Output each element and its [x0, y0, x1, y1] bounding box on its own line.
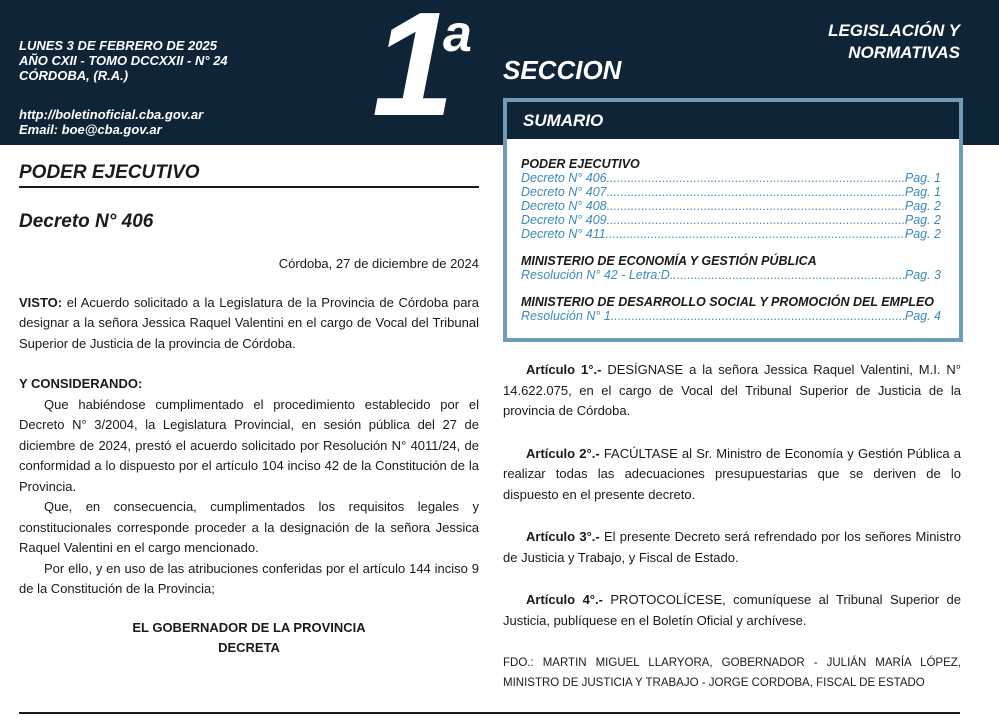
email-link[interactable]: Email: boe@cba.gov.ar	[19, 122, 162, 137]
article	[503, 590, 961, 631]
sumario-item[interactable]	[521, 309, 941, 323]
sumario-item[interactable]	[521, 213, 941, 227]
article-text: PROTOCOLÍCESE, comuníquese al Tribunal Superior de Justicia, publíquese en el Boletín Oficial y archívese.	[503, 592, 962, 628]
sumario-box	[503, 98, 963, 342]
article-label: Artículo 1°.-	[526, 362, 602, 377]
header-info	[19, 38, 228, 137]
sumario-item-page: Pag. 3	[904, 268, 941, 282]
article-text: El presente Decreto será refrendado por los señores Ministro de Justicia y Trabajo, y Fiscal de Estado.	[503, 529, 961, 565]
sumario-section-heading: PODER EJECUTIVO	[521, 157, 640, 171]
article	[503, 444, 961, 506]
category-line-1: LEGISLACIÓN Y	[828, 21, 960, 40]
sumario-item-label: Decreto N° 406	[521, 171, 607, 185]
considerando-paragraph: Que habiéndose cumplimentado el procedimiento establecido por el Decreto N° 3/2004, la Legislatura Provincial, en sesión pública del 27 de diciembre de 2024, prestó el acuerdo solicitado por Resolución N° 4011/24, de conformidad a lo dispuesto por el artículo 104 inciso 42 de la Constitución de la Provincia.	[19, 396, 479, 494]
article	[503, 527, 961, 568]
bottom-divider	[19, 712, 960, 714]
sumario-item[interactable]	[521, 171, 941, 185]
sumario-item[interactable]	[521, 185, 941, 199]
sumario-section-heading: MINISTERIO DE DESARROLLO SOCIAL Y PROMOCIÓN DEL EMPLEO	[521, 295, 935, 309]
sumario-item[interactable]	[521, 268, 941, 282]
sumario-item[interactable]	[521, 227, 941, 241]
signatures: FDO.: MARTIN MIGUEL LLARYORA, GOBERNADOR - JULIÁN MARÍA LÓPEZ, MINISTRO DE JUSTICIA Y TRABAJO - JORGE CORDOBA, FISCAL DE ESTADO	[503, 657, 961, 689]
sumario-item-label: Resolución N° 1	[521, 309, 611, 323]
sumario-item-label: Decreto N° 409	[521, 213, 607, 227]
issue-date: LUNES 3 DE FEBRERO DE 2025	[19, 38, 217, 53]
section-label: SECCION	[503, 55, 622, 85]
sumario-item-label: Decreto N° 408	[521, 199, 607, 213]
section-ordinal: a	[443, 5, 472, 63]
article-label: Artículo 4°.-	[526, 592, 603, 607]
article-label: Artículo 2°.-	[526, 445, 600, 461]
website-link[interactable]: http://boletinoficial.cba.gov.ar	[19, 107, 204, 122]
left-column	[19, 160, 479, 659]
sumario-item-page: Pag. 1	[904, 185, 941, 199]
sumario-item[interactable]	[521, 199, 941, 213]
sumario-item-page: Pag. 2	[904, 213, 941, 227]
decree-title: Decreto N° 406	[19, 211, 154, 232]
visto-text: el Acuerdo solicitado a la Legislatura de la Provincia de Córdoba para designar a la señora Jessica Raquel Valentini en el cargo de Vocal del Tribunal Superior de Justicia de la provincia de Córdoba.	[19, 294, 479, 351]
category-line-2: NORMATIVAS	[848, 43, 960, 62]
right-column	[503, 360, 961, 693]
sumario-title: SUMARIO	[507, 102, 959, 139]
sumario-list	[521, 157, 941, 323]
governor-line	[19, 618, 479, 659]
article	[503, 360, 961, 422]
issue-place: CÓRDOBA, (R.A.)	[19, 68, 129, 83]
sumario-item-page: Pag. 2	[904, 199, 941, 213]
sumario-item-page: Pag. 2	[904, 227, 941, 241]
governor-heading: EL GOBERNADOR DE LA PROVINCIA	[132, 619, 366, 635]
article-text: FACÚLTASE al Sr. Ministro de Economía y Gestión Pública a realizar todas las adecuaciones presupuestarias que se deriven de lo dispuesto en el presente decreto.	[503, 445, 961, 502]
considerando-heading: Y CONSIDERANDO:	[19, 376, 143, 391]
article-text: DESÍGNASE a la señora Jessica Raquel Valentini, M.I. N° 14.622.075, en el cargo de Vocal del Tribunal Superior de Justicia de la provincia de Córdoba.	[503, 362, 961, 418]
issue-edition: AÑO CXII - TOMO DCCXXII - N° 24	[19, 53, 228, 68]
sumario-item-page: Pag. 1	[904, 171, 941, 185]
decree-date: Córdoba, 27 de diciembre de 2024	[278, 256, 479, 271]
section-number: 1	[372, 0, 451, 147]
sumario-section-heading: MINISTERIO DE ECONOMÍA Y GESTIÓN PÚBLICA	[521, 254, 817, 268]
section-title: PODER EJECUTIVO	[19, 160, 479, 188]
visto-label: VISTO:	[19, 294, 63, 310]
decreta-heading: DECRETA	[218, 640, 280, 655]
sumario-item-label: Decreto N° 411	[521, 227, 606, 241]
sumario-item-label: Resolución N° 42 - Letra:D	[521, 268, 670, 282]
sumario-item-page: Pag. 4	[904, 309, 941, 323]
sumario-item-label: Decreto N° 407	[521, 185, 607, 199]
article-label: Artículo 3°.-	[526, 529, 600, 544]
considerando-paragraph: Por ello, y en uso de las atribuciones conferidas por el artículo 144 inciso 9 de la Constitución de la Provincia;	[19, 560, 479, 596]
considerando-paragraph: Que, en consecuencia, cumplimentados los requisitos legales y constitucionales corresponde proceder a la designación de la señora Jessica Raquel Valentini en el cargo mencionado.	[19, 499, 479, 555]
category-title	[828, 20, 960, 64]
visto-paragraph	[19, 293, 479, 355]
